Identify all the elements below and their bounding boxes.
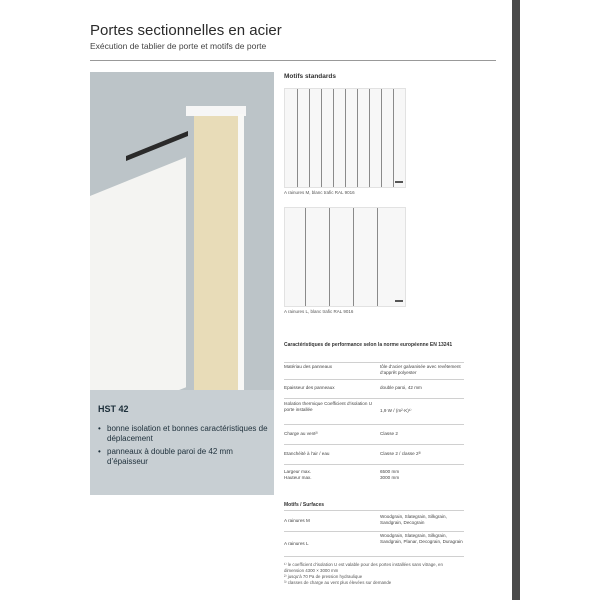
panel-groove-line — [329, 208, 330, 306]
page-subtitle: Exécution de tablier de porte et motifs de porte — [90, 41, 267, 51]
surface-divider — [284, 510, 464, 511]
spec-divider — [284, 379, 464, 380]
panel-skin-edge — [238, 114, 244, 390]
spec-divider — [284, 424, 464, 425]
panel-groove-line — [393, 89, 394, 187]
panel-groove-line — [345, 89, 346, 187]
panel-groove-line — [377, 208, 378, 306]
panel-groove-line — [297, 89, 298, 187]
motif-panel-m — [284, 88, 406, 188]
panel-cross-section-illustration — [90, 72, 274, 390]
spec-value: Classe 2 / classe 2³⁾ — [380, 451, 422, 456]
panel-groove-line — [353, 208, 354, 306]
motif-caption-l: A rainures L, blanc trafic RAL 9016 — [284, 309, 354, 314]
panel-groove-line — [305, 208, 306, 306]
panel-groove-line — [369, 89, 370, 187]
panel-face — [90, 157, 186, 390]
footnote: ²⁾ jusqu’à 70 Pa de pression hydraulique — [284, 573, 363, 579]
motif-panel-l — [284, 207, 406, 307]
spec-label: Matériau des panneaux — [284, 364, 333, 369]
spec-label: Largeur max. Hauteur max. — [284, 469, 312, 480]
panel-groove-line — [357, 89, 358, 187]
footnote: ³⁾ classes de charge au vent plus élevées sur demande — [284, 579, 392, 585]
spec-label: Epaisseur des panneaux — [284, 385, 335, 390]
spec-divider — [284, 464, 464, 465]
surface-value: Woodgrain, Slategrain, Silkgrain, Sandgrain, Decograin — [380, 514, 447, 525]
spec-label: Etanchéité à l’air / eau — [284, 451, 330, 456]
spec-value: tôle d’acier galvanisée avec revêtement d’apprêt polyester — [380, 364, 461, 375]
footnote: ¹⁾ le coefficient d’isolation U est valable pour des portes installées sans vitrage, en dimension 4300 × 3000 mm — [284, 562, 443, 573]
spec-label: Isolation thermique Coefficient d’isolation U porte installée — [284, 401, 373, 412]
page-title: Portes sectionnelles en acier — [90, 22, 282, 39]
spec-divider — [284, 398, 464, 399]
panel-handle-mark — [395, 300, 403, 302]
spec-divider — [284, 444, 464, 445]
panel-handle-mark — [395, 181, 403, 183]
spec-value: 6500 mm 3000 mm — [380, 469, 400, 480]
foam-core — [194, 114, 238, 390]
panel-groove-line — [309, 89, 310, 187]
surface-value: Woodgrain, Slategrain, Silkgrain, Sandgrain, Planar, Decograin, Duragrain — [380, 533, 463, 544]
page-edge-bar — [512, 0, 520, 600]
surface-label: A rainures M — [284, 518, 310, 523]
surface-divider — [284, 556, 464, 557]
panel-top-edge — [126, 131, 188, 161]
spec-value: double paroi, 42 mm — [380, 385, 422, 390]
spec-value: Classe 2 — [380, 431, 398, 436]
panel-groove-line — [381, 89, 382, 187]
spec-label: Charge au vent²⁾ — [284, 431, 319, 436]
spec-row — [284, 469, 464, 487]
motif-caption-m: A rainures M, blanc trafic RAL 9016 — [284, 190, 355, 195]
surfaces-heading: Motifs / Surfaces — [284, 502, 325, 508]
specs-heading: Caractéristiques de performance selon la norme européenne EN 13241 — [284, 342, 453, 348]
panel-groove-line — [333, 89, 334, 187]
surface-divider — [284, 531, 464, 532]
product-bullets — [98, 424, 270, 470]
panel-cap — [186, 106, 246, 116]
product-bullet: • bonne isolation et bonnes caractéristiques de déplacement — [98, 424, 270, 444]
motifs-heading: Motifs standards — [284, 73, 337, 80]
spec-divider — [284, 362, 464, 363]
panel-groove-line — [321, 89, 322, 187]
footnotes — [284, 562, 464, 586]
product-bullet: • panneaux à double paroi de 42 mm d’épaisseur — [98, 447, 270, 467]
product-name: HST 42 — [98, 404, 129, 414]
spec-value: 1,9 W / (m²·K)¹⁾ — [380, 408, 412, 413]
product-info-box — [90, 390, 274, 495]
header-divider — [90, 60, 496, 61]
surface-label: A rainures L — [284, 541, 309, 546]
